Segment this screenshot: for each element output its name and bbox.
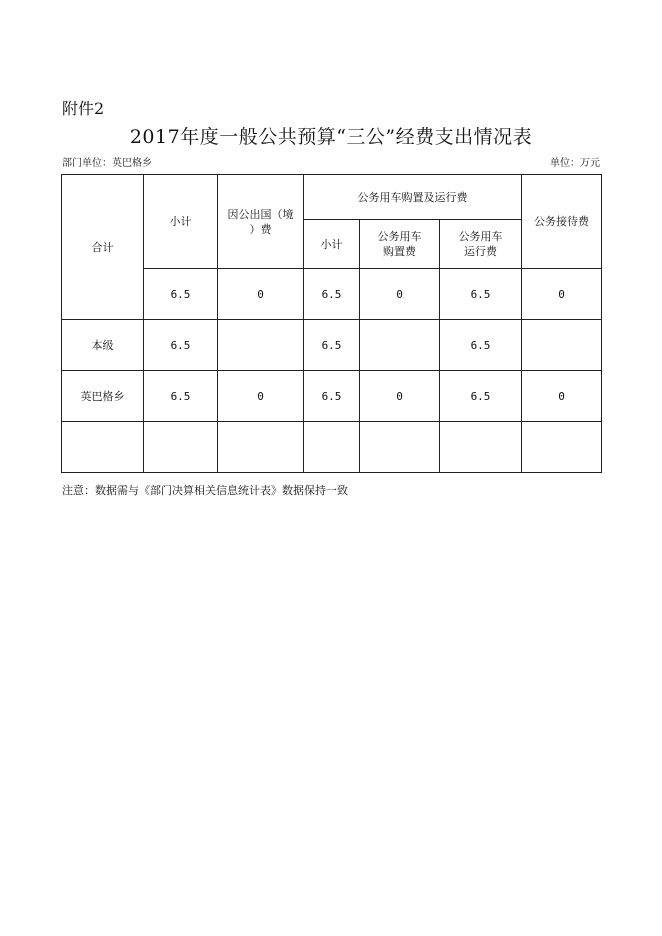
total-vehicle-operation-cell: 6.5 [440,269,522,320]
header-reception: 公务接待费 [522,175,602,269]
header-vehicle-group: 公务用车购置及运行费 [304,175,522,220]
header-abroad: 因公出国（境 ）费 [218,175,304,269]
total-vehicle-purchase-cell: 0 [360,269,440,320]
header-subtotal: 小计 [144,175,218,269]
footnote: 注意：数据需与《部门决算相关信息统计表》数据保持一致 [62,484,348,497]
unit-label: 单位：万元 [550,158,600,169]
vehicle-purchase-cell: 0 [360,371,440,422]
vehicle-subtotal-cell: 6.5 [304,371,360,422]
vehicle-purchase-cell [360,422,440,473]
row-label-cell: 本级 [62,320,144,371]
vehicle-subtotal-cell [304,422,360,473]
vehicle-operation-cell: 6.5 [440,371,522,422]
department-label: 部门单位：英巴格乡 [62,158,152,169]
table-row [62,320,602,371]
table-row [62,422,602,473]
expense-table [61,174,602,473]
reception-cell: 0 [522,371,602,422]
abroad-cell [218,422,304,473]
vehicle-subtotal-cell: 6.5 [304,320,360,371]
subtotal-cell: 6.5 [144,371,218,422]
total-abroad-cell: 0 [218,269,304,320]
total-vehicle-subtotal-cell: 6.5 [304,269,360,320]
reception-cell [522,422,602,473]
vehicle-operation-cell [440,422,522,473]
subtotal-cell [144,422,218,473]
abroad-cell [218,320,304,371]
page-title: 2017年度一般公共预算“三公”经费支出情况表 [129,126,533,148]
header-vehicle-purchase: 公务用车 购置费 [360,220,440,269]
subtotal-cell: 6.5 [144,320,218,371]
vehicle-operation-cell: 6.5 [440,320,522,371]
reception-cell [522,320,602,371]
abroad-cell: 0 [218,371,304,422]
attachment-label: 附件2 [62,99,105,118]
table-row [62,371,602,422]
row-label-cell [62,422,144,473]
header-row-1 [62,175,602,220]
row-label-cell: 英巴格乡 [62,371,144,422]
header-vehicle-operation: 公务用车 运行费 [440,220,522,269]
vehicle-purchase-cell [360,320,440,371]
total-subtotal-cell: 6.5 [144,269,218,320]
header-vehicle-subtotal: 小计 [304,220,360,269]
total-reception-cell: 0 [522,269,602,320]
header-total: 合计 [62,175,144,320]
